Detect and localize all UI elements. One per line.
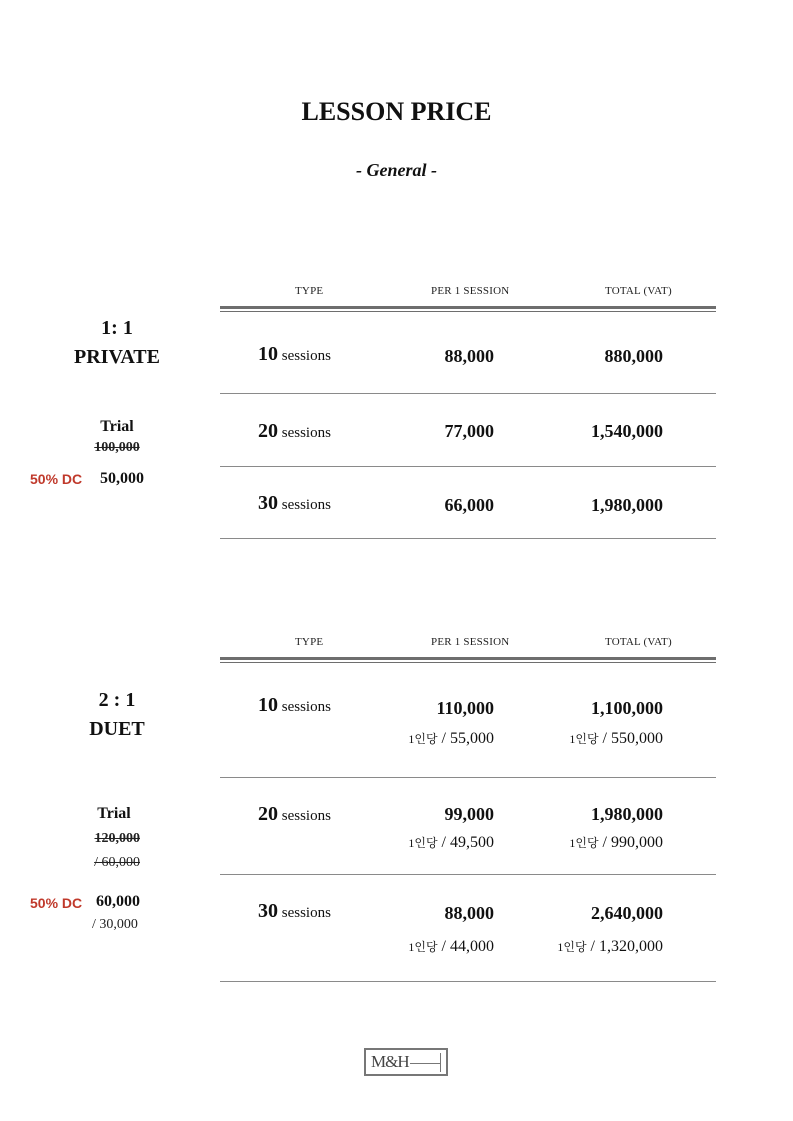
duet-row-1-per: 110,000 (436, 698, 494, 718)
header-divider (220, 657, 716, 663)
private-row-3-total: 1,980,000 (591, 495, 663, 515)
row-divider (220, 981, 716, 982)
header-total: TOTAL (VAT) (605, 636, 672, 648)
duet-trial-original-per: / 60,000 (94, 855, 140, 870)
header-total: TOTAL (VAT) (605, 285, 672, 297)
duet-row-1-type: 10 sessions (258, 694, 331, 716)
brand-logo (364, 1048, 448, 1076)
duet-row-2-total: 1,980,000 (591, 804, 663, 824)
private-row-2-per: 77,000 (444, 421, 494, 441)
duet-row-1-per-person: 1인당 / 55,000 (408, 730, 494, 747)
header-per-session: PER 1 SESSION (431, 636, 510, 648)
duet-dc-price: 60,000 (96, 893, 140, 910)
private-row-2-type: 20 sessions (258, 420, 331, 442)
row-divider (220, 777, 716, 778)
page-title: LESSON PRICE (301, 97, 492, 126)
duet-row-3-total-person: 1인당 / 1,320,000 (557, 938, 663, 955)
private-row-3-type: 30 sessions (258, 492, 331, 514)
duet-label-line2: DUET (89, 718, 145, 740)
private-row-1-total: 880,000 (604, 346, 663, 366)
duet-row-3-total: 2,640,000 (591, 903, 663, 923)
header-per-session: PER 1 SESSION (431, 285, 510, 297)
duet-row-2-total-person: 1인당 / 990,000 (569, 834, 663, 851)
duet-row-3-type: 30 sessions (258, 900, 331, 922)
private-trial-label: Trial (100, 418, 134, 435)
private-label-line1: 1: 1 (101, 317, 133, 339)
duet-trial-label: Trial (97, 805, 131, 822)
header-divider (220, 306, 716, 312)
private-row-3-per: 66,000 (444, 495, 494, 515)
private-row-1-type: 10 sessions (258, 343, 331, 365)
private-dc-label: 50% DC (30, 471, 83, 487)
row-divider (220, 538, 716, 539)
duet-row-1-total: 1,100,000 (591, 698, 663, 718)
row-divider (220, 874, 716, 875)
duet-dc-label: 50% DC (30, 895, 83, 911)
duet-row-2-per: 99,000 (444, 804, 494, 824)
duet-dc-price-per: / 30,000 (92, 917, 138, 932)
duet-trial-original: 120,000 (94, 831, 140, 846)
private-dc-price: 50,000 (100, 470, 144, 487)
duet-label-line1: 2 : 1 (98, 689, 136, 711)
private-label-line2: PRIVATE (74, 346, 160, 368)
duet-row-3-per-person: 1인당 / 44,000 (408, 938, 494, 955)
row-divider (220, 393, 716, 394)
private-row-2-total: 1,540,000 (591, 421, 663, 441)
header-type: TYPE (295, 636, 324, 648)
header-type: TYPE (295, 285, 324, 297)
logo-text: M&H (371, 1052, 409, 1071)
private-row-1-per: 88,000 (444, 346, 494, 366)
private-trial-original: 100,000 (94, 440, 140, 455)
duet-row-2-per-person: 1인당 / 49,500 (408, 834, 494, 851)
row-divider (220, 466, 716, 467)
duet-row-2-type: 20 sessions (258, 803, 331, 825)
duet-row-1-total-person: 1인당 / 550,000 (569, 730, 663, 747)
duet-row-3-per: 88,000 (444, 903, 494, 923)
page-subtitle: - General - (356, 160, 437, 180)
